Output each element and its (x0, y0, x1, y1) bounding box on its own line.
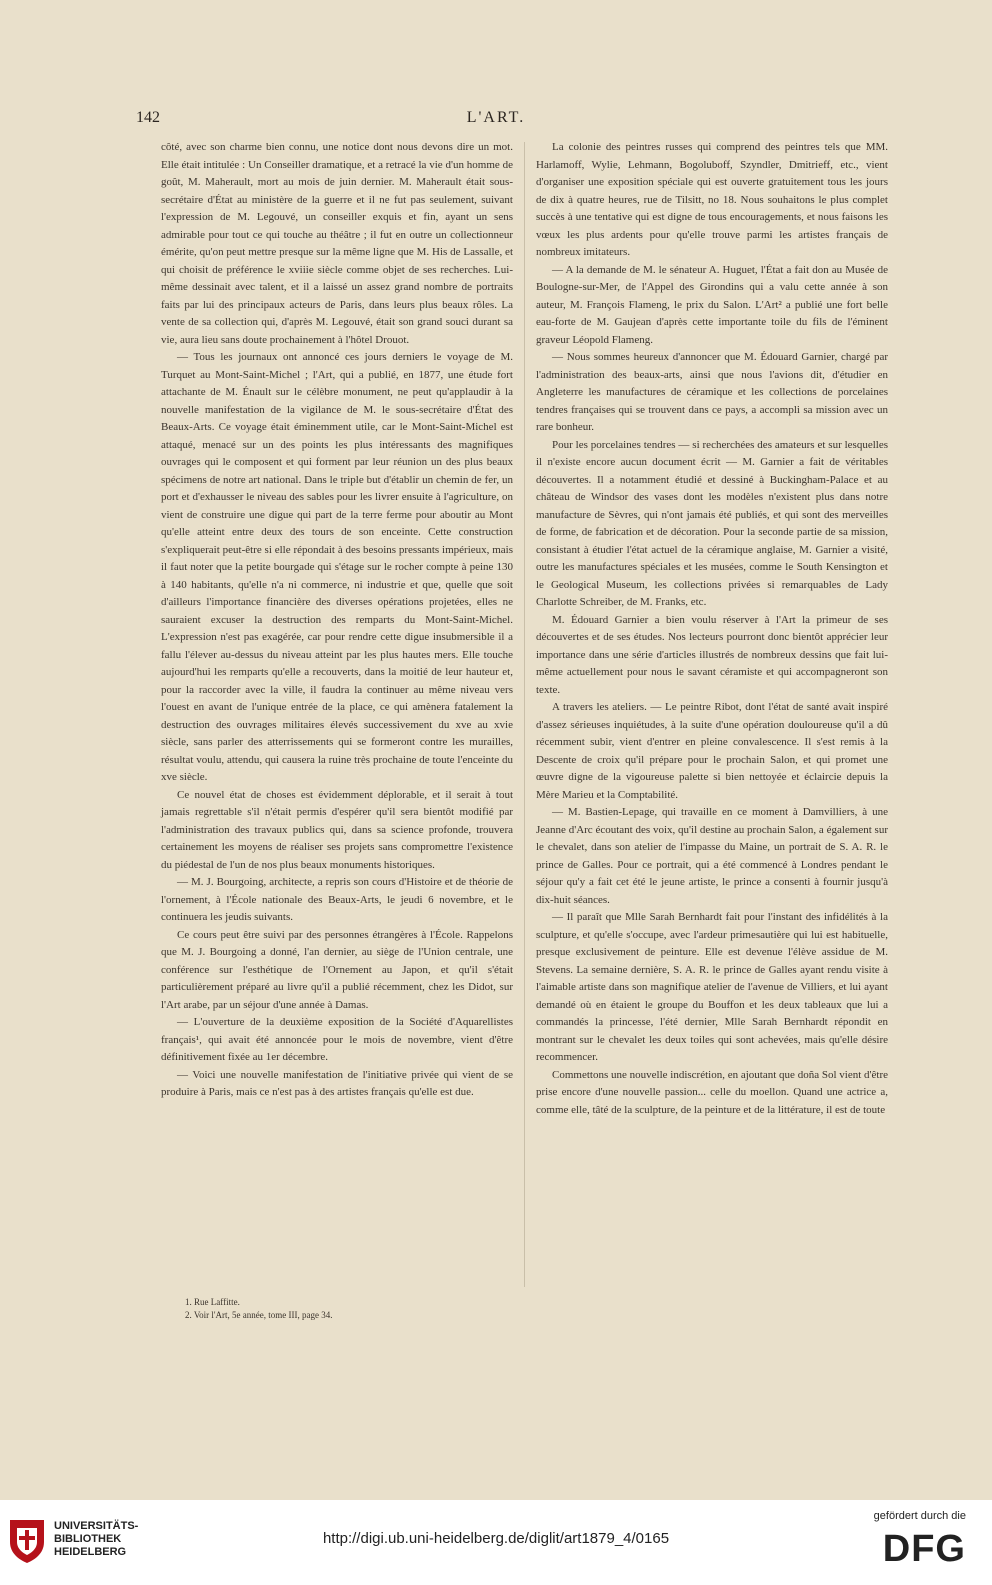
sponsor-label: gefördert durch die (873, 1510, 966, 1522)
running-head (0, 109, 992, 133)
footnote: 1. Rue Laffitte. (185, 1297, 240, 1307)
viewer-footer (0, 1500, 992, 1585)
paragraph: — M. Bastien-Lepage, qui travaille en ce moment à Damvilliers, à une Jeanne d'Arc écoutant des voix, qu'il destine au prochain Salon, a également sur le chevalet, dans son atelier de l'impasse du Maine, un portrait de S. A. R. le prince de Galles. Pour ce portrait, qui a été commencé à Londres pendant le séjour qu'y a fait cet été le jeune artiste, le prince a consenti à fournir jusqu'à dix-huit séances. (536, 806, 888, 906)
page-number: 142 (136, 109, 160, 126)
dfg-logo: DFG (882, 1528, 966, 1570)
right-column (536, 139, 888, 1119)
paragraph: — Voici une nouvelle manifestation de l'initiative privée qui vient de se produire à Paris, mais ce n'est pas à des artistes français qu'elle est due. (161, 1068, 513, 1098)
left-column (161, 139, 513, 1102)
document-url-link[interactable]: http://digi.ub.uni-heidelberg.de/diglit/art1879_4/0165 (322, 1530, 670, 1547)
institution-name: UNIVERSITÄTS- BIBLIOTHEK HEIDELBERG (54, 1520, 139, 1558)
paragraph: A travers les ateliers. — Le peintre Ribot, dont l'état de santé avait inspiré d'assez sérieuses inquiétudes, à la suite d'une opération douloureuse qu'il a dû récemment subir, vient d'entrer en pleine convalescence. Il s'est remis à la Descente de croix qu'il prépare pour le prochain Salon, et qui promet une œuvre digne de la vigoureuse palette si bien nettoyée et éclaircie depuis la Mère Marieu et la Comptabilité. (536, 701, 888, 801)
paragraph: — Nous sommes heureux d'annoncer que M. Édouard Garnier, chargé par l'administration des beaux-arts, ainsi que nous l'avions dit, d'étudier en Angleterre les manufactures de céramique et les collections de porcelaines tendres françaises qui se trouvent dans ce pays, a accompli sa mission avec un rare bonheur. (536, 351, 888, 433)
footnotes (185, 1296, 333, 1322)
paragraph: La colonie des peintres russes qui comprend des peintres tels que MM. Harlamoff, Wylie, Lehmann, Bogoluboff, Szyndler, Dmitrieff, etc., vient d'organiser une exposition spéciale qui est ouverte gratuitement tous les jours de dix à quatre heures, rue de Tilsitt, no 18. Nous souhaitons le plus complet succès à une tentative qui est digne de tous encouragements, et nous faisons les vœux les plus ardents pour qu'elle trouve parmi les artistes français de nombreux imitateurs. (536, 141, 888, 258)
paragraph: Pour les porcelaines tendres — si recherchées des amateurs et sur lesquelles il n'existe encore aucun document écrit — M. Garnier a fait de véritables découvertes. Il a notamment étudié et dessiné à Buckingham-Palace et au château de Windsor des vases dont les modèles n'existent plus dans notre manufacture de Sèvres, qui n'ont jamais été publiés, et qui sont des merveilles de forme, de fabrication et de décoration. Pour la seconde partie de sa mission, consistant à étudier l'état actuel de la céramique anglaise, M. Garnier a visité, outre les manufactures spéciales et les musées, comme le South Kensington et le Geological Museum, les collections privées si remarquables de Lady Charlotte Schreiber, de M. Franks, etc. (536, 438, 888, 608)
paragraph: — Il paraît que Mlle Sarah Bernhardt fait pour l'instant des infidélités à la sculpture, et qu'elle s'occupe, avec l'ardeur primesautière qui lui est habituelle, presque exclusivement de peinture. Elle est devenue l'élève assidue de M. Stevens. La semaine dernière, S. A. R. le prince de Galles ayant rendu visite à l'aimable artiste dans son magnifique atelier de l'avenue de Villiers, et lui ayant demandé où en étaient le groupe du Bouffon et les deux tableaux que lui a commandés la princesse, l'été dernier, Mlle Sarah Bernhardt répondit en montrant sur le chevalet les deux toiles qui sont achevées, mais qu'elle désire recommencer. (536, 911, 888, 1063)
paragraph: — M. J. Bourgoing, architecte, a repris son cours d'Histoire et de théorie de l'ornement, à l'École nationale des Beaux-Arts, le jeudi 6 novembre, et le continuera les jeudis suivants. (161, 876, 513, 923)
column-divider (524, 142, 525, 1287)
paragraph: Ce cours peut être suivi par des personnes étrangères à l'École. Rappelons que M. J. Bourgoing a donné, l'an dernier, au siège de l'Union centrale, une conférence sur l'esthétique de l'Ornement au Japon, et qu'il s'était particulièrement préparé au livre qu'il a publié récemment, chez les Didot, sur l'Art arabe, par un séjour d'une année à Damas. (161, 928, 513, 1011)
paragraph: M. Édouard Garnier a bien voulu réserver à l'Art la primeur de ses découvertes et de ses études. Nos lecteurs pourront donc bientôt apprécier leur importance dans une série d'articles illustrés de nombreux dessins que fait lui-même actuellement pour nous le savant céramiste et qui accompagneront son texte. (536, 613, 888, 696)
paragraph: — Tous les journaux ont annoncé ces jours derniers le voyage de M. Turquet au Mont-Saint-Michel ; l'Art, qui a publié, en 1877, une étude fort attachante de M. Énault sur le célèbre monument, ne peut qu'applaudir à la nouvelle manifestation de la vigilance de M. le sous-secrétaire d'État des Beaux-Arts. Ce voyage était éminemment utile, car le Mont-Saint-Michel est attaqué, menacé sur un des points les plus intéressants des magnifiques ouvrages qui le composent et qui forment par leur réunion un des plus beaux spécimens de notre art national. Dans le triple but d'établir un chemin de fer, un port et d'exhausser le niveau des sables pour les livrer ensuite à l'agriculture, on vient de construire une digue qui part de la terre ferme pour aboutir au Mont qu'elle atteint entre deux des tours de son enceinte. Cette construction s'expliquerait peut-être si elle répondait à des besoins pressants impérieux, mais il faut noter que la petite bourgade qui s'étage sur le rocher compte à peine 130 à 140 habitants, qu'elle n'a ni commerce, ni industrie et que, quelle que soit d'ailleurs l'importance financière des diverses opérations projetées, elles ne sauraient excuser la destruction des remparts du Mont-Saint-Michel. L'expression n'est pas exagérée, car pour rendre cette digue insubmersible il a fallu l'élever au-dessus du niveau atteint par les plus hautes mers. Elle touche aujourd'hui les remparts qu'elle a recouverts, dans la moitié de leur hauteur et, pour la raccorder avec la ville, il faudra la continuer au même niveau vers l'ouest en avant de l'unique entrée de la place, ce qui amènera fatalement la destruction des ouvrages militaires élevés successivement du xve au xvie siècle, sans parler des atterrissements qui se formeront contre les murailles, résultat voulu, attendu, qui causera la ruine très prochaine de toute l'enceinte du xve siècle. (161, 351, 513, 783)
paragraph: côté, avec son charme bien connu, une notice dont nous devons dire un mot. Elle était intitulée : Un Conseiller dramatique, et a retracé la vie d'un homme de goût, M. Maherault, mort au mois de juin dernier. M. Maherault était sous-secrétaire d'État au ministère de la guerre et il ne fut pas seulement, suivant l'expression de M. Legouvé, un conseiller exquis et fin, ayant un sens admirable pour tout ce qui touche au théâtre ; il fut en outre un collectionneur émérite, qu'on peut mettre presque sur la même ligne que M. His de Lassalle, et qui choisit de préférence le xviiie siècle comme objet de ses recherches. Lui-même dessinait avec talent, et il a laissé un assez grand nombre de portraits faits par lui des principaux acteurs de Paris, dans leurs plus beaux rôles. La vente de sa collection qui, d'après M. Legouvé, était son grand souci durant sa vie, aura lieu sans doute prochainement à l'hôtel Drouot. (161, 141, 513, 346)
paragraph: — L'ouverture de la deuxième exposition de la Société d'Aquarellistes français¹, qui avait été annoncée pour le mois de novembre, vient d'être définitivement fixée au 1er décembre. (161, 1016, 513, 1063)
paragraph: — A la demande de M. le sénateur A. Huguet, l'État a fait don au Musée de Boulogne-sur-Mer, de l'Appel des Girondins qui a valu cette année à son auteur, M. François Flameng, le prix du Salon. L'Art² a publié une fort belle eau-forte de M. Gaujean d'après cette importante toile du fils de l'éminent graveur Léopold Flameng. (536, 263, 888, 346)
paragraph: Ce nouvel état de choses est évidemment déplorable, et il serait à tout jamais regrettable s'il n'était permis d'espérer qu'il sera bientôt modifié par l'administration des travaux publics qui, dans sa science profonde, trouvera certainement les moyens de réaliser ses projets sans compromettre l'existence du piédestal de l'un de nos plus beaux monuments historiques. (161, 788, 513, 871)
paragraph: Commettons une nouvelle indiscrétion, en ajoutant que doña Sol vient d'être prise encore d'une nouvelle passion... celle du moellon. Quand une actrice a, comme elle, tâté de la sculpture, de la peinture et de la littérature, il est de toute (536, 1068, 888, 1116)
footnote: 2. Voir l'Art, 5e année, tome III, page 34. (185, 1310, 333, 1320)
journal-title: L'ART. (466, 109, 526, 126)
